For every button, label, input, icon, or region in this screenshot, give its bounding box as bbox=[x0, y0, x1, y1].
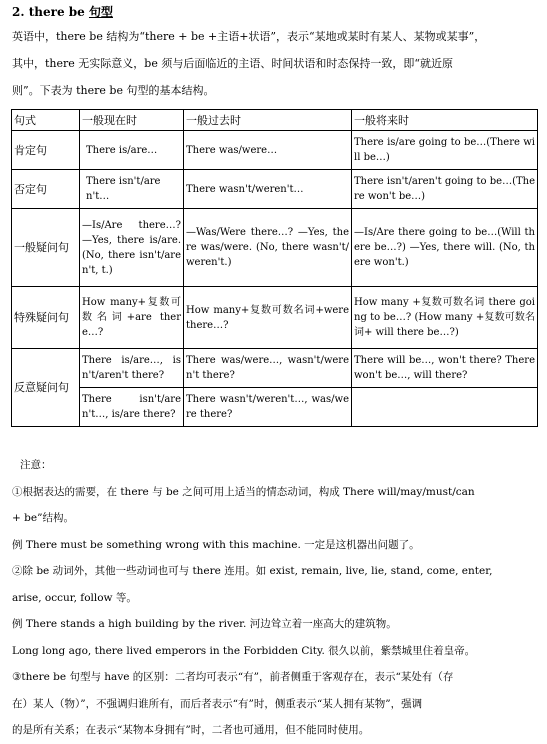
header-cell: 一般过去时 bbox=[184, 110, 352, 131]
note-3-line-2: 在）某人（物）”，不强调归谁所有，而后者表示“有”时，侧重表示“某人拥有某物”，强调 bbox=[12, 697, 423, 710]
heading-text-cn: 句型 bbox=[88, 5, 113, 19]
heading-number: 2. bbox=[12, 5, 25, 19]
cell-present: There isn't/aren't…, is/are there? bbox=[80, 388, 184, 427]
intro-line-3: 则”。下表为 there be 句型的基本结构。 bbox=[12, 84, 215, 97]
example-3: Long long ago, there lived emperors in the Forbidden City. 很久以前，紫禁城里住着皇帝。 bbox=[12, 644, 476, 657]
row-label: 肯定句 bbox=[12, 131, 80, 170]
notes-title: 注意： bbox=[20, 459, 52, 471]
table-row bbox=[12, 388, 538, 427]
notes-section bbox=[12, 452, 538, 744]
cell-past: —Was/Were there…? —Yes, there was/were. (No, there wasn't/ weren't.) bbox=[184, 209, 352, 287]
header-cell: 句式 bbox=[12, 110, 80, 131]
cell-past: There wasn't/weren't… bbox=[184, 170, 352, 209]
cell-past: There was/were… bbox=[184, 131, 352, 170]
note-1-line-2: + be”结构。 bbox=[12, 512, 74, 524]
row-label: 否定句 bbox=[12, 170, 80, 209]
note-2-line-1: ②除 be 动词外，其他一些动词也可与 there 连用。如 exist, remain, live, lie, stand, come, enter, bbox=[12, 565, 493, 577]
row-label: 反意疑问句 bbox=[12, 349, 80, 427]
note-2-line-2: arise, occur, follow 等。 bbox=[12, 591, 137, 604]
cell-present: There is/are…, isn't/aren't there? bbox=[80, 349, 184, 388]
cell-future: There is/are going to be…(There will be…) bbox=[352, 131, 538, 170]
intro-line-1: 英语中，there be 结构为“there + be +主语+状语”，表示“某地或某时有某人、某物或某事”， bbox=[12, 30, 486, 43]
table-row bbox=[12, 209, 538, 287]
cell-future bbox=[352, 388, 538, 427]
example-1: 例 There must be something wrong with this machine. 一定是这机器出问题了。 bbox=[12, 538, 420, 551]
table-row bbox=[12, 287, 538, 349]
table-row bbox=[12, 170, 538, 209]
note-1-line-1: ①根据表达的需要，在 there 与 be 之间可用上适当的情态动词，构成 There will/may/must/can bbox=[12, 485, 475, 498]
cell-present: —Is/Are there…? —Yes, there is/are. (No, there isn't/aren't, t.) bbox=[80, 209, 184, 287]
cell-present: How many+复数可数名词+are there…? bbox=[80, 287, 184, 349]
table-row bbox=[12, 349, 538, 388]
cell-future: There isn't/aren't going to be…(There won't be…) bbox=[352, 170, 538, 209]
section-heading bbox=[12, 3, 113, 20]
cell-past: How many+复数可数名词+were there…? bbox=[184, 287, 352, 349]
cell-future: —Is/Are there going to be…(Will there be…?) —Yes, there will. (No, there won't.) bbox=[352, 209, 538, 287]
cell-past: There was/were…, wasn't/weren't there? bbox=[184, 349, 352, 388]
note-3-line-3: 的是所有关系；在表示“某物本身拥有”时，二者也可通用，但不能同时使用。 bbox=[12, 724, 370, 736]
header-cell: 一般现在时 bbox=[80, 110, 184, 131]
cell-present: There is/are… bbox=[80, 131, 184, 170]
table-header-row bbox=[12, 110, 538, 131]
row-label: 特殊疑问句 bbox=[12, 287, 80, 349]
cell-present: There isn't/aren't… bbox=[80, 170, 184, 209]
header-cell: 一般将来时 bbox=[352, 110, 538, 131]
there-be-structure-table bbox=[11, 109, 538, 427]
cell-past: There wasn't/weren't…, was/were there? bbox=[184, 388, 352, 427]
cell-future: How many +复数可数名词 there going to be…? (How many +复数可数名词+ will there be…?) bbox=[352, 287, 538, 349]
note-3-line-1: ③there be 句型与 have 的区别：二者均可表示“有”，前者侧重于客观存在，表示“某处有（存 bbox=[12, 671, 454, 683]
heading-text-en: there be bbox=[28, 5, 85, 19]
table-row bbox=[12, 131, 538, 170]
row-label: 一般疑问句 bbox=[12, 209, 80, 287]
intro-line-2: 其中，there 无实际意义，be 须与后面临近的主语、时间状语和时态保持一致，即“就近原 bbox=[12, 57, 453, 70]
cell-future: There will be…, won't there? There won't be…, will there? bbox=[352, 349, 538, 388]
example-2: 例 There stands a high building by the river. 河边耸立着一座高大的建筑物。 bbox=[12, 618, 397, 630]
